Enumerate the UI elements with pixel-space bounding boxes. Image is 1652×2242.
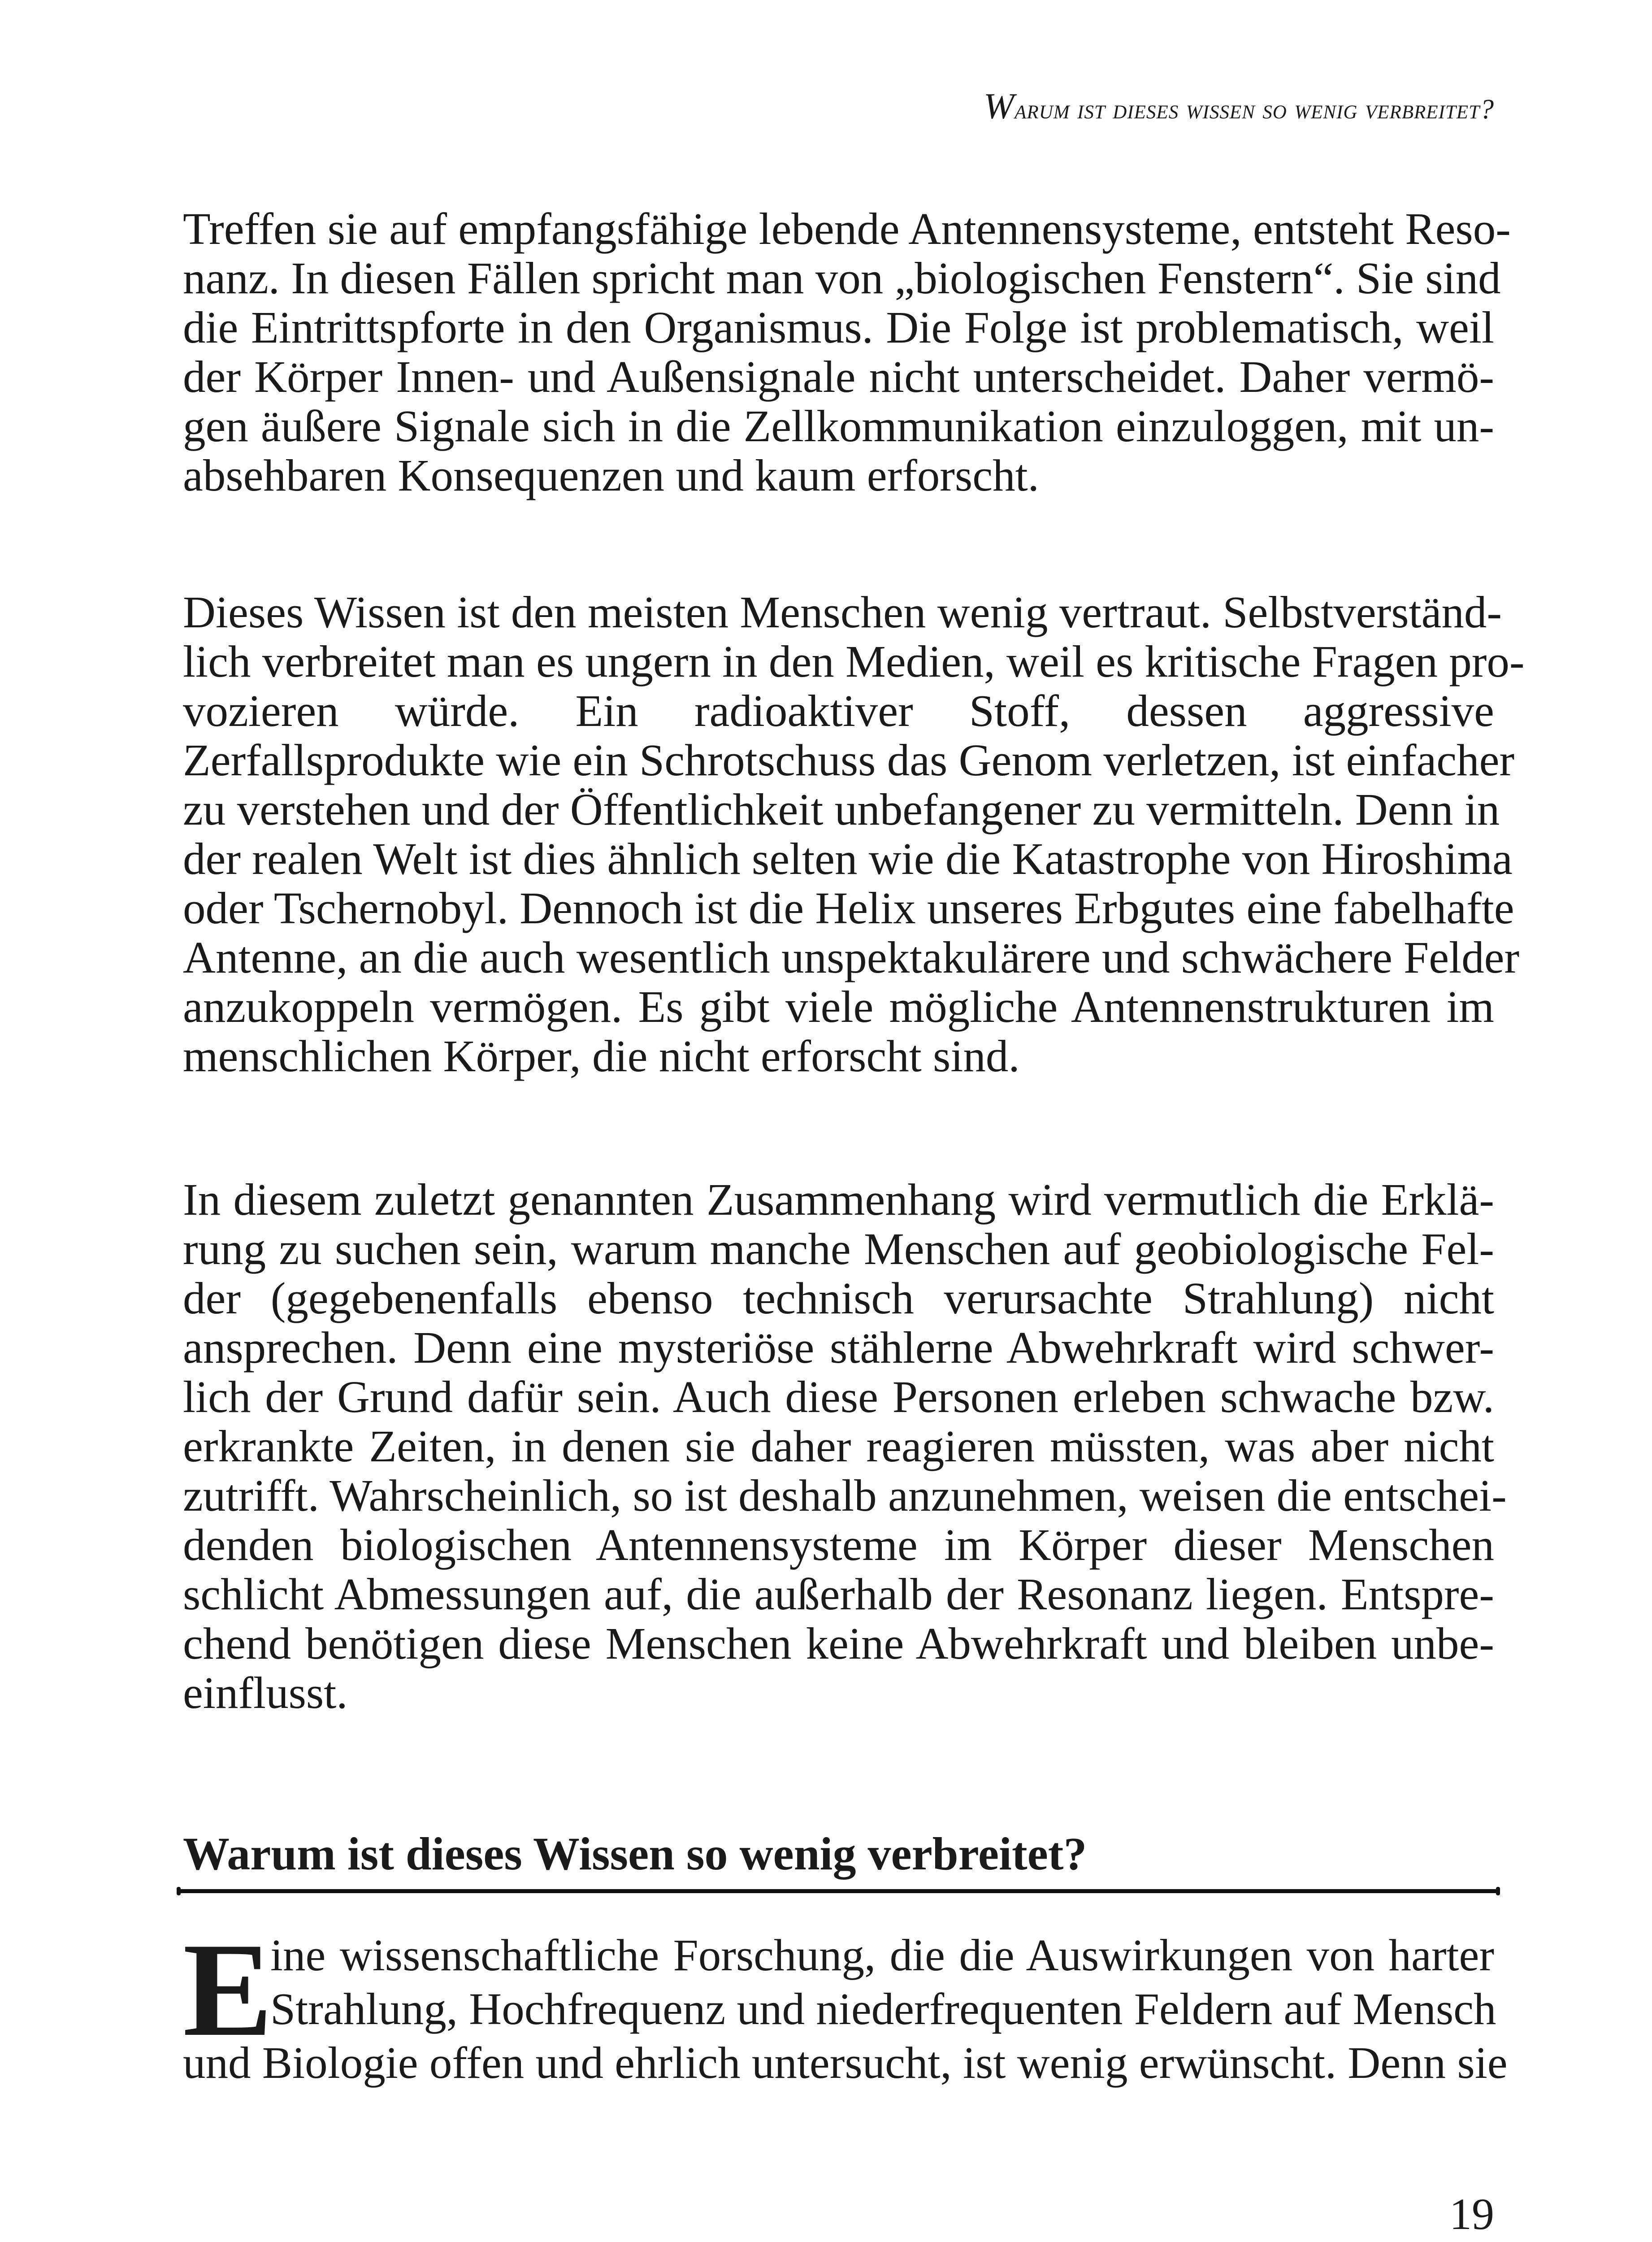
heading-rule <box>178 1889 1498 1893</box>
paragraph-2 <box>183 587 1525 1081</box>
text-line: Strahlung, Hochfrequenz und niederfrequenten Feldern auf Mensch <box>270 1984 1496 2034</box>
running-head-initial: W <box>983 86 1015 126</box>
text-line: anzukoppeln vermögen. Es gibt viele mögliche Antennenstrukturen im <box>183 982 1494 1032</box>
text-line: schlicht Abmessungen auf, die außerhalb der Resonanz liegen. Entspre- <box>183 1569 1494 1619</box>
section-heading: Warum ist dieses Wissen so wenig verbreitet? <box>183 1828 1087 1880</box>
text-line: nanz. In diesen Fällen spricht man von „biologischen Fenstern“. Sie sind <box>183 253 1501 303</box>
text-line: Zerfallsprodukte wie ein Schrotschuss das Genom verletzen, ist einfacher <box>183 735 1515 785</box>
text-line: chend benötigen diese Menschen keine Abwehrkraft und bleiben unbe- <box>183 1618 1494 1668</box>
text-line: lich verbreitet man es ungern in den Medien, weil es kritische Fragen pro- <box>183 636 1525 687</box>
text-line: menschlichen Körper, die nicht erforscht sind. <box>183 1031 1020 1081</box>
paragraph-3 <box>183 1174 1507 1718</box>
page-number: 19 <box>1449 2189 1494 2239</box>
text-line: In diesem zuletzt genannten Zusammenhang wird vermutlich die Erklä- <box>183 1174 1494 1225</box>
running-head-text: arum ist dieses wissen so wenig verbreitet? <box>1015 94 1494 125</box>
section-paragraph <box>183 1915 1508 2090</box>
text-line: Dieses Wissen ist den meisten Menschen wenig vertraut. Selbstverständ- <box>183 587 1502 637</box>
text-line: ine wissenschaftliche Forschung, die die Auswirkungen von harter <box>270 1930 1494 1980</box>
paragraph-1 <box>183 204 1511 500</box>
text-line: ansprechen. Denn eine mysteriöse stählerne Abwehrkraft wird schwer- <box>183 1322 1494 1373</box>
text-line: zutrifft. Wahrscheinlich, so ist deshalb anzunehmen, weisen die entschei- <box>183 1470 1507 1521</box>
text-line: gen äußere Signale sich in die Zellkommunikation einzuloggen, mit un- <box>183 401 1494 451</box>
text-line: oder Tschernobyl. Dennoch ist die Helix unseres Erbgutes eine fabelhafte <box>183 883 1514 933</box>
text-line: einflusst. <box>183 1668 348 1718</box>
text-line: der (gegebenenfalls ebenso technisch verursachte Strahlung) nicht <box>183 1273 1494 1323</box>
text-line: vozieren würde. Ein radioaktiver Stoff, dessen aggressive <box>183 686 1494 736</box>
text-line: Treffen sie auf empfangsfähige lebende Antennensysteme, entsteht Reso- <box>183 204 1511 254</box>
text-line: und Biologie offen und ehrlich untersucht, ist wenig erwünscht. Denn sie <box>183 2038 1508 2088</box>
text-line: zu verstehen und der Öffentlichkeit unbefangener zu vermitteln. Denn in <box>183 784 1500 834</box>
text-line: lich der Grund dafür sein. Auch diese Personen erleben schwache bzw. <box>183 1372 1494 1422</box>
text-line: absehbaren Konsequenzen und kaum erforscht. <box>183 450 1039 500</box>
text-line: Antenne, an die auch wesentlich unspektakulärere und schwächere Felder <box>183 932 1520 982</box>
text-line: erkrankte Zeiten, in denen sie daher reagieren müssten, was aber nicht <box>183 1421 1494 1471</box>
drop-cap: E <box>183 1915 273 2064</box>
text-line: der Körper Innen- und Außensignale nicht unterscheidet. Daher vermö- <box>183 352 1494 402</box>
text-line: rung zu suchen sein, warum manche Menschen auf geobiologische Fel- <box>183 1224 1494 1274</box>
text-line: die Eintrittspforte in den Organismus. Die Folge ist problematisch, weil <box>183 302 1494 352</box>
running-head <box>984 85 1494 127</box>
text-line: der realen Welt ist dies ähnlich selten wie die Katastrophe von Hiroshima <box>183 834 1513 884</box>
text-line: denden biologischen Antennensysteme im Körper dieser Menschen <box>183 1520 1494 1570</box>
